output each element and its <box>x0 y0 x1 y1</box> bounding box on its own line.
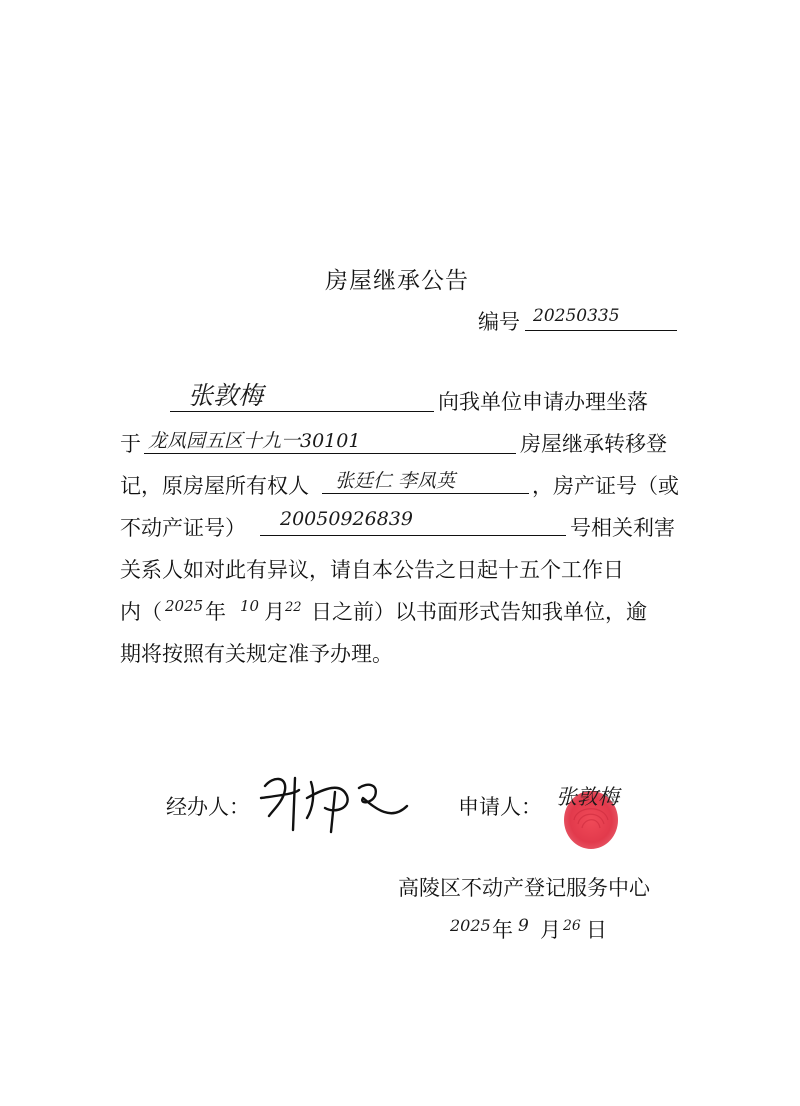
body-line-1-text: 向我单位申请办理坐落 <box>438 390 648 414</box>
date-day-char: 日 <box>586 918 607 942</box>
date-year-char: 年 <box>492 918 513 942</box>
body-line-3-text: ，房产证号（或 <box>532 474 679 498</box>
date-year: 2025 <box>450 916 491 935</box>
date-month: 9 <box>518 916 529 936</box>
date-day: 26 <box>563 918 581 934</box>
owners-underline <box>322 493 529 494</box>
certificate-handwritten: 20050926839 <box>280 508 413 530</box>
organization-name: 高陵区不动产登记服务中心 <box>398 876 650 900</box>
body-line-2-prefix: 于 <box>120 432 141 456</box>
number-underline <box>525 330 677 331</box>
deadline-month-char: 月 <box>264 600 285 624</box>
location-underline <box>144 453 516 454</box>
body-line-4-prefix: 不动产证号） <box>120 516 246 540</box>
applicant-name-handwritten: 张敦梅 <box>188 381 264 410</box>
deadline-year-char: 年 <box>205 600 226 624</box>
body-line-5: 关系人如对此有异议，请自本公告之日起十五个工作日 <box>120 558 624 582</box>
location-handwritten: 龙凤园五区十九一30101 <box>148 430 361 452</box>
body-line-4-text: 号相关利害 <box>570 516 675 540</box>
applicant-underline <box>170 411 434 412</box>
handler-label: 经办人： <box>166 795 250 819</box>
number-label: 编号 <box>478 310 520 334</box>
deadline-month: 10 <box>240 597 260 615</box>
body-line-2-text: 房屋继承转移登 <box>520 432 667 456</box>
certificate-underline <box>260 535 566 536</box>
owners-handwritten: 张廷仁 李凤英 <box>335 470 456 492</box>
body-line-3-prefix: 记，原房屋所有权人 <box>120 474 309 498</box>
applicant-signature: 张敦梅 <box>556 785 619 809</box>
body-line-6-prefix: 内（ <box>120 600 162 624</box>
deadline-year: 2025 <box>165 597 204 615</box>
deadline-day: 22 <box>285 600 302 615</box>
body-line-6-text: 日之前）以书面形式告知我单位，逾 <box>311 600 647 624</box>
body-line-7: 期将按照有关规定准予办理。 <box>120 642 393 666</box>
applicant-label: 申请人： <box>458 795 542 819</box>
number-value: 20250335 <box>533 306 620 326</box>
document-title: 房屋继承公告 <box>325 268 469 294</box>
date-month-char: 月 <box>540 918 561 942</box>
handler-signature <box>255 768 415 838</box>
